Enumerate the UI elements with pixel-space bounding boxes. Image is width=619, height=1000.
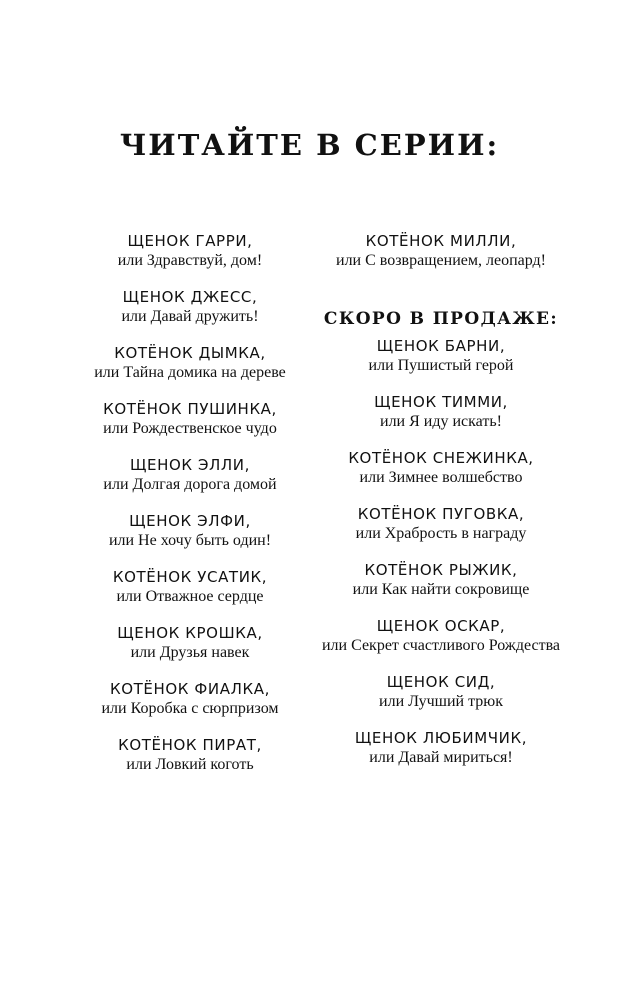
- book-title: ЩЕНОК ОСКАР,: [376, 617, 506, 635]
- book-entry: [291, 231, 591, 287]
- book-title: КОТЁНОК ПУШИНКА,: [103, 400, 277, 418]
- book-subtitle: или Не хочу быть один!: [108, 532, 272, 549]
- book-title: КОТЁНОК ПУГОВКА,: [357, 505, 525, 523]
- book-subtitle: или С возвращением, леопард!: [336, 252, 546, 269]
- book-subtitle: или Здравствуй, дом!: [117, 252, 263, 269]
- book-title: ЩЕНОК БАРНИ,: [376, 337, 506, 355]
- book-subtitle: или Я иду искать!: [380, 413, 502, 430]
- book-title: КОТЁНОК РЫЖИК,: [364, 561, 518, 579]
- book-subtitle: или Лучший трюк: [379, 693, 503, 710]
- book-subtitle: или Секрет счастливого Рождества: [321, 637, 561, 654]
- coming-soon-heading: СКОРО В ПРОДАЖЕ:: [323, 309, 559, 329]
- book-title: КОТЁНОК УСАТИК,: [112, 568, 268, 586]
- book-entry: [291, 392, 591, 448]
- book-entry: [291, 560, 591, 616]
- book-title: КОТЁНОК МИЛЛИ,: [365, 232, 517, 250]
- book-title: КОТЁНОК ПИРАТ,: [118, 736, 262, 754]
- book-entry: [291, 504, 591, 560]
- book-title: ЩЕНОК ЭЛЛИ,: [129, 456, 250, 474]
- book-subtitle: или Ловкий коготь: [126, 756, 254, 773]
- book-subtitle: или Храбрость в награду: [355, 525, 527, 542]
- book-title: ЩЕНОК КРОШКА,: [117, 624, 263, 642]
- book-title: КОТЁНОК СНЕЖИНКА,: [348, 449, 534, 467]
- book-subtitle: или Зимнее волшебство: [359, 469, 523, 486]
- book-title: ЩЕНОК ЛЮБИМЧИК,: [354, 729, 528, 747]
- book-entry: [291, 728, 591, 784]
- page-title: ЧИТАЙТЕ В СЕРИИ:: [119, 128, 500, 162]
- right-book-list: [291, 231, 591, 784]
- book-title: ЩЕНОК ТИММИ,: [374, 393, 508, 411]
- book-entry: [291, 672, 591, 728]
- book-subtitle: или Отважное сердце: [116, 588, 264, 605]
- book-entry: [291, 448, 591, 504]
- book-title: ЩЕНОК ДЖЕСС,: [122, 288, 258, 306]
- book-subtitle: или Как найти сокровище: [352, 581, 530, 598]
- book-subtitle: или Давай дружить!: [121, 308, 259, 325]
- book-subtitle: или Рождественское чудо: [103, 420, 277, 437]
- book-title: ЩЕНОК СИД,: [386, 673, 496, 691]
- book-subtitle: или Друзья навек: [130, 644, 250, 661]
- book-title: ЩЕНОК ГАРРИ,: [127, 232, 253, 250]
- book-subtitle: или Тайна домика на дереве: [94, 364, 286, 381]
- book-entry: [291, 336, 591, 392]
- book-title: КОТЁНОК ДЫМКА,: [114, 344, 266, 362]
- book-subtitle: или Долгая дорога домой: [103, 476, 277, 493]
- book-entry: [291, 616, 591, 672]
- book-subtitle: или Коробка с сюрпризом: [101, 700, 279, 717]
- book-title: ЩЕНОК ЭЛФИ,: [129, 512, 251, 530]
- book-subtitle: или Давай мириться!: [369, 749, 513, 766]
- book-subtitle: или Пушистый герой: [368, 357, 514, 374]
- book-title: КОТЁНОК ФИАЛКА,: [110, 680, 270, 698]
